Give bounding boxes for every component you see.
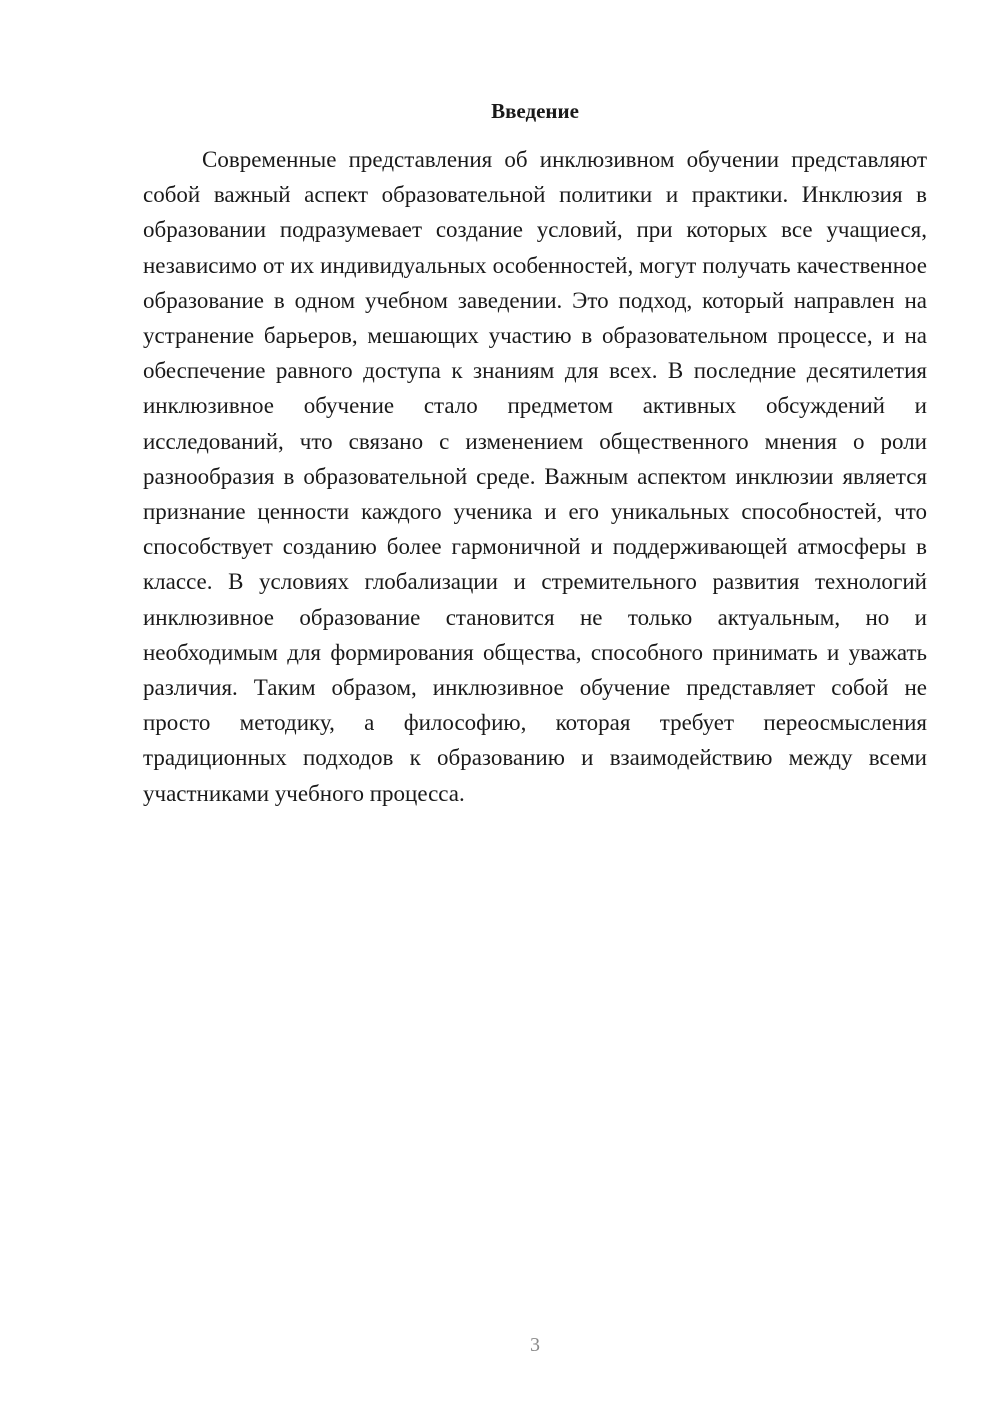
page-number: 3: [530, 1334, 540, 1356]
body-paragraph: Современные представления об инклюзивном обучении представляют собой важный аспект образовательной политики и практики. Инклюзия в образовании подразумевает создание условий, при которых все учащиеся, независимо от их индивидуальных особенностей, могут получать качественное образование в одном учебном заведении. Это подход, который направлен на устранение барьеров, мешающих участию в образовательном процессе, и на обеспечение равного доступа к знаниям для всех. В последние десятилетия инклюзивное обучение стало предметом активных обсуждений и исследований, что связано с изменением общественного мнения о роли разнообразия в образовательной среде. Важным аспектом инклюзии является признание ценности каждого ученика и его уникальных способностей, что способствует созданию более гармоничной и поддерживающей атмосферы в классе. В условиях глобализации и стремительного развития технологий инклюзивное образование становится не только актуальным, но и необходимым для формирования общества, способного принимать и уважать различия. Таким образом, инклюзивное обучение представляет собой не просто методику, а философию, которая требует переосмысления традиционных подходов к образованию и взаимодействию между всеми участниками учебного процесса.: [143, 147, 927, 806]
section-heading: Введение: [491, 99, 579, 123]
